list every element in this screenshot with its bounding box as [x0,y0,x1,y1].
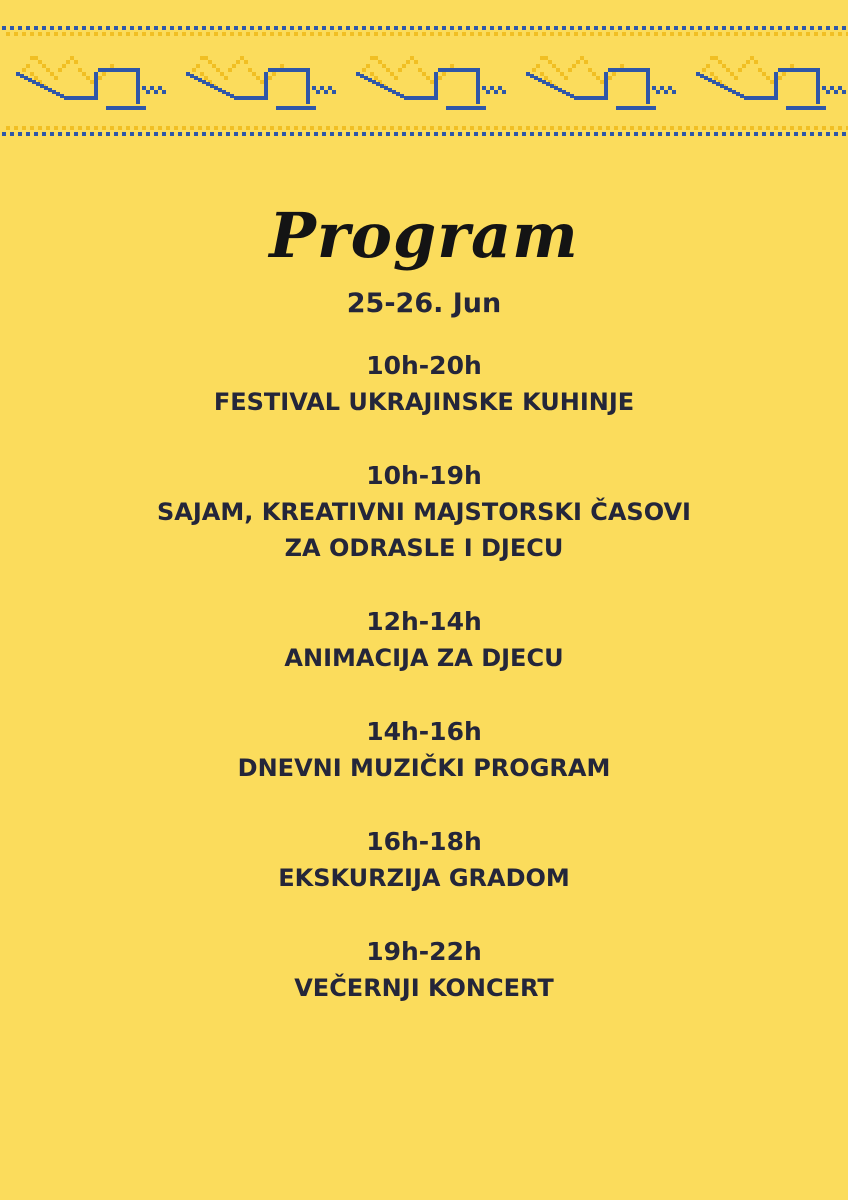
schedule-title: FESTIVAL UKRAJINSKE KUHINJE [213,388,635,416]
schedule-title: VEČERNJI KONCERT [294,974,554,1002]
page-title: Program [269,199,579,272]
schedule-title: EKSKURZIJA GRADOM [278,864,570,892]
schedule-title: SAJAM, KREATIVNI MAJSTORSKI ČASOVI ZA ODRASLE I DJECU [157,498,691,562]
schedule-item [0,934,848,1006]
schedule-time: 10h-20h [366,351,482,380]
schedule-item [0,714,848,786]
schedule-item [0,824,848,896]
schedule-item [0,348,848,420]
schedule-time: 10h-19h [366,461,482,490]
event-date: 25-26. Jun [346,288,502,319]
program-schedule [0,348,848,1044]
schedule-item [0,604,848,676]
ukrainian-embroidery-border-icon [0,24,848,144]
schedule-time: 16h-18h [366,827,482,856]
schedule-time: 14h-16h [366,717,482,746]
schedule-time: 19h-22h [366,937,482,966]
schedule-time: 12h-14h [366,607,482,636]
schedule-title: DNEVNI MUZIČKI PROGRAM [237,754,611,782]
schedule-title: ANIMACIJA ZA DJECU [284,644,564,672]
schedule-item [0,458,848,566]
